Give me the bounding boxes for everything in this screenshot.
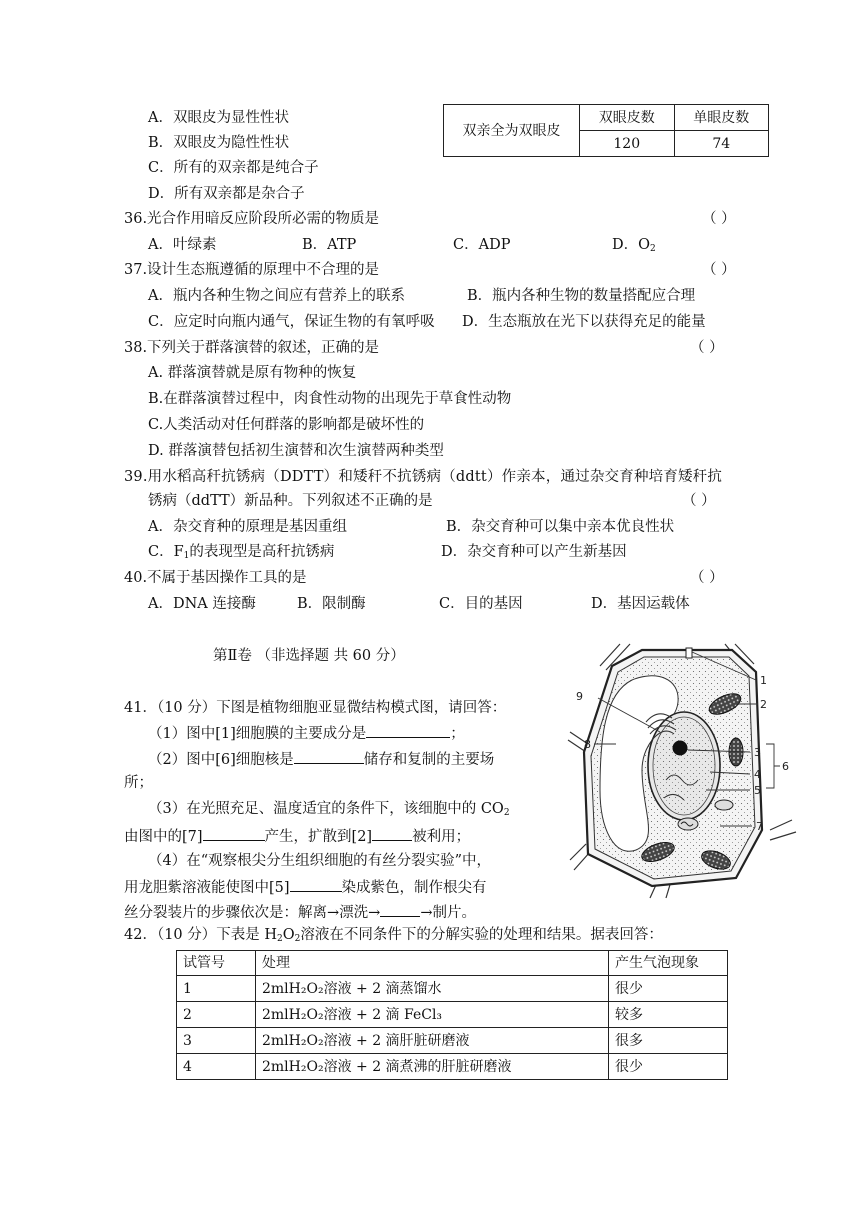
q38-option-b: B.在群落演替过程中，肉食性动物的出现先于草食性动物 [148,391,512,407]
q38-option-c: C.人类活动对任何群落的影响都是破坏性的 [148,417,425,433]
q38-option-a: A. 群落演替就是原有物种的恢复 [148,365,357,381]
q37-option-b: B．瓶内各种生物的数量搭配应合理 [467,288,696,304]
figure-label-8: 8 [584,738,591,751]
figure-label-2: 2 [760,698,767,711]
q37-option-d: D．生态瓶放在光下以获得充足的能量 [462,314,706,330]
q39-option-c: C．$F_1$的表现型是高秆抗锈病 [148,544,335,561]
q36-option-c: C．ADP [453,237,511,253]
treatment: 2mlH₂O₂溶液 + 2 滴 FeCl₃ [256,1002,609,1028]
q37-option-a: A．瓶内各种生物之间应有营养上的联系 [148,288,405,304]
q36-option-d: D．$O_2$ [612,237,656,254]
q35-option-a: A．双眼皮为显性性状 [148,110,289,126]
q39-stem-line1: 39.用水稻高秆抗锈病（DDTT）和矮秆不抗锈病（ddtt）作亲本，通过杂交育种培育矮秆抗 [124,469,723,485]
q41-part4-cont: 用龙胆紫溶液能使图中[5] 染成紫色，制作根尖有 [124,876,487,898]
q42-stem: 42．（10 分）下表是 $H_2O_2$溶液在不同条件下的分解实验的处理和结果。据表回答： [124,927,663,944]
q36-answer-paren: （ ） [702,211,736,227]
figure-label-9: 9 [576,690,583,703]
q39-stem-line2: 锈病（ddTT）新品种。下列叙述不正确的是 [148,493,433,509]
table-row [177,1028,728,1054]
q40-answer-paren: （ ） [690,570,724,586]
h2o2-table-header-tube: 试管号 [177,951,256,976]
q41-stem: 41．（10 分）下图是植物细胞亚显微结构模式图，请回答： [124,700,507,716]
q41-part2: （2）图中[6]细胞核是 储存和复制的主要场 [148,748,494,770]
table-row [177,976,728,1002]
bubble-result: 很少 [609,1054,728,1080]
q41-part2-cont: 所； [124,775,153,791]
q41-part4: （4）在“观察根尖分生组织细胞的有丝分裂实验”中， [148,853,492,869]
h2o2-table-header-result: 产生气泡现象 [609,951,728,976]
eyelid-table-col2-header: 单眼皮数 [674,105,769,131]
q39-option-b: B．杂交育种可以集中亲本优良性状 [446,519,675,535]
q35-option-c: C．所有的双亲都是纯合子 [148,160,319,176]
bubble-result: 很少 [609,976,728,1002]
figure-label-5: 5 [754,784,761,797]
q40-stem: 40.不属于基因操作工具的是 [124,570,307,586]
q37-stem: 37.设计生态瓶遵循的原理中不合理的是 [124,262,380,278]
tube-number: 4 [177,1054,256,1080]
q41-part3: （3）在光照充足、温度适宜的条件下，该细胞中的 $CO_2$ [148,801,510,818]
figure-label-3: 3 [754,746,761,759]
nucleus [648,712,720,820]
table-row [177,1054,728,1080]
nucleolus [673,741,688,756]
table-row [177,1002,728,1028]
q41-part1: （1）图中[1]细胞膜的主要成分是 ； [148,722,465,744]
figure-label-1: 1 [760,674,767,687]
treatment: 2mlH₂O₂溶液 + 2 滴蒸馏水 [256,976,609,1002]
q36-option-a: A．叶绿素 [148,237,217,253]
q40-option-c: C．目的基因 [439,596,523,612]
q40-option-b: B．限制酶 [297,596,366,612]
q39-option-d: D．杂交育种可以产生新基因 [441,544,627,560]
tube-number: 3 [177,1028,256,1054]
treatment: 2mlH₂O₂溶液 + 2 滴煮沸的肝脏研磨液 [256,1054,609,1080]
section-2-title: 第Ⅱ卷 （非选择题 共 60 分） [213,648,405,664]
q39-option-a: A．杂交育种的原理是基因重组 [148,519,347,535]
eyelid-table-row-header: 双亲全为双眼皮 [444,105,580,157]
tube-number: 1 [177,976,256,1002]
eyelid-table-col1-header: 双眼皮数 [580,105,675,131]
bubble-result: 较多 [609,1002,728,1028]
eyelid-table [443,104,769,157]
treatment: 2mlH₂O₂溶液 + 2 滴肝脏研磨液 [256,1028,609,1054]
q38-stem: 38.下列关于群落演替的叙述，正确的是 [124,340,380,356]
eyelid-table-col1-value: 120 [580,131,675,157]
figure-label-7: 7 [756,820,763,833]
q41-part3-cont: 由图中的[7] 产生，扩散到[2] 被利用； [124,825,470,847]
h2o2-table [176,950,728,1080]
q36-stem: 36.光合作用暗反应阶段所必需的物质是 [124,211,380,227]
q36-option-b: B．ATP [302,237,357,253]
tube-number: 2 [177,1002,256,1028]
eyelid-table-col2-value: 74 [674,131,769,157]
bubble-result: 很多 [609,1028,728,1054]
figure-label-4: 4 [754,768,761,781]
q41-part4-cont2: 丝分裂装片的步骤依次是：解离→漂洗→ →制片。 [124,901,476,923]
plasmodesma [686,648,692,658]
q40-option-a: A．DNA 连接酶 [148,596,256,612]
q40-option-d: D．基因运载体 [591,596,690,612]
plant-cell-diagram [560,640,820,902]
figure-label-6: 6 [782,760,789,773]
q37-option-c: C．应定时向瓶内通气，保证生物的有氧呼吸 [148,314,435,330]
q35-option-d: D．所有双亲都是杂合子 [148,186,305,202]
q38-option-d: D. 群落演替包括初生演替和次生演替两种类型 [148,443,444,459]
h2o2-table-header-treatment: 处理 [256,951,609,976]
q39-answer-paren: （ ） [682,493,716,509]
q35-option-b: B．双眼皮为隐性性状 [148,135,290,151]
q38-answer-paren: （ ） [690,340,724,356]
q37-answer-paren: （ ） [702,262,736,278]
